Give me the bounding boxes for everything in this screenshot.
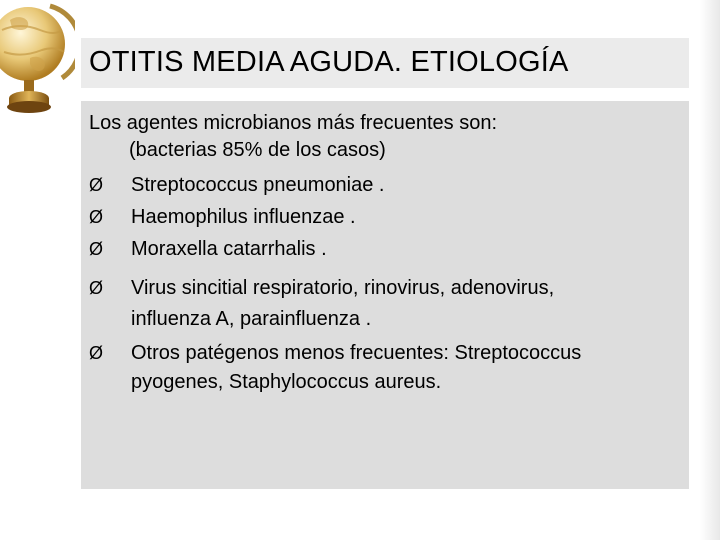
list-item-continuation: influenza A, parainfluenza . xyxy=(131,308,372,330)
slide-title: OTITIS MEDIA AGUDA. ETIOLOGÍA xyxy=(89,46,569,78)
globe-icon xyxy=(0,0,75,118)
arrow-bullet-icon: Ø xyxy=(89,343,104,363)
intro-line: (bacterias 85% de los casos) xyxy=(129,139,386,161)
list-item: Virus sincitial respiratorio, rinovirus, adenovirus, xyxy=(131,277,555,299)
list-item: Haemophilus influenzae . xyxy=(131,206,356,228)
list-item: Otros patégenos menos frecuentes: Streptococcus xyxy=(131,342,582,364)
title-box xyxy=(81,38,689,88)
arrow-bullet-icon: Ø xyxy=(89,175,104,195)
arrow-bullet-icon: Ø xyxy=(89,207,104,227)
list-item: Moraxella catarrhalis . xyxy=(131,238,327,260)
arrow-bullet-icon: Ø xyxy=(89,239,104,259)
intro-line: Los agentes microbianos más frecuentes son: xyxy=(89,112,497,134)
list-item: Streptococcus pneumoniae . xyxy=(131,174,385,196)
content-box xyxy=(81,101,689,489)
background-stripe xyxy=(700,0,720,540)
arrow-bullet-icon: Ø xyxy=(89,278,104,298)
list-item-continuation: pyogenes, Staphylococcus aureus. xyxy=(131,371,442,393)
